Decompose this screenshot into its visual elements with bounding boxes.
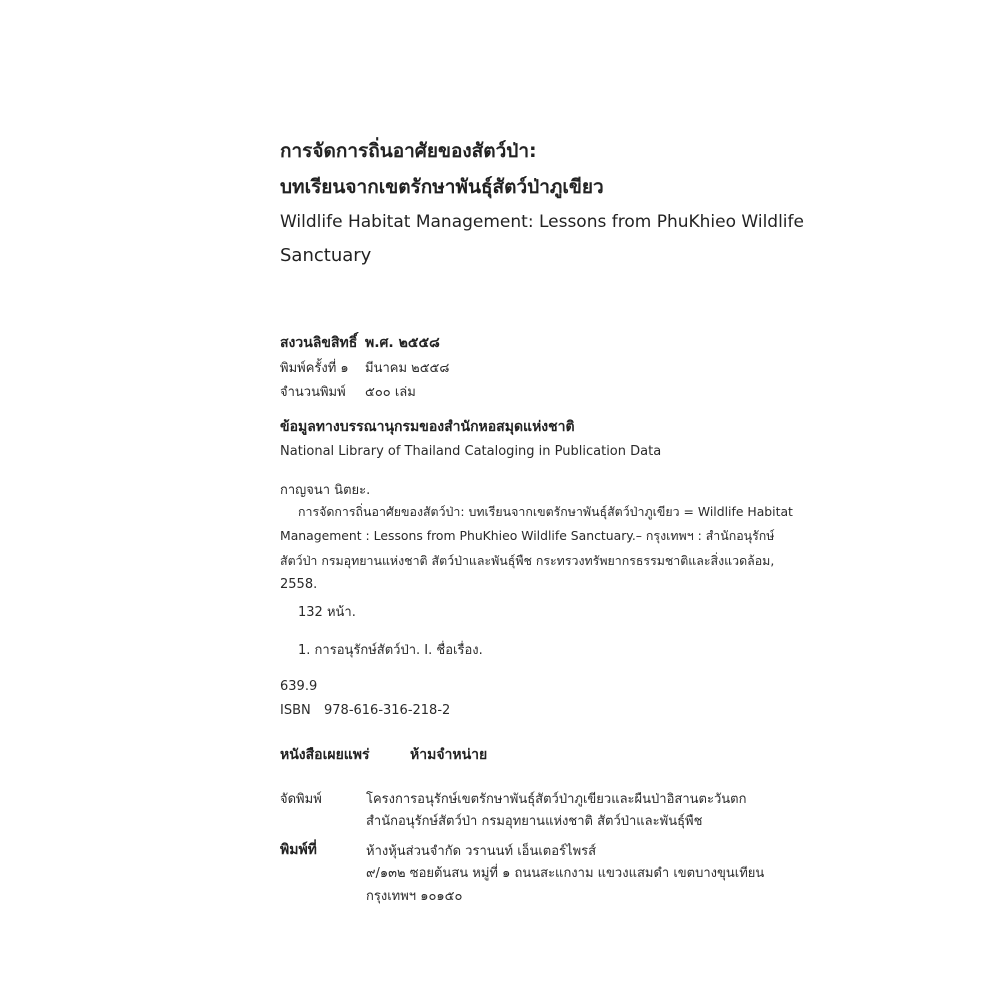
english-title-line2: Sanctuary bbox=[280, 245, 372, 266]
publisher-line1: โครงการอนุรักษ์เขตรักษาพันธุ์สัตว์ป่าภูเขียวและผืนป่าอิสานตะวันตก bbox=[366, 792, 747, 807]
english-title-line1: Wildlife Habitat Management: Lessons from PhuKhieo Wildlife bbox=[280, 212, 804, 232]
copyright-year: พ.ศ. ๒๕๕๘ bbox=[365, 335, 440, 351]
edition-date: มีนาคม ๒๕๕๘ bbox=[365, 361, 450, 376]
copies-value: ๕๐๐ เล่ม bbox=[365, 385, 416, 400]
cip-heading-thai: ข้อมูลทางบรรณานุกรมของสำนักหอสมุดแห่งชาติ bbox=[280, 419, 575, 435]
distribution-label: หนังสือเผยแพร่ bbox=[280, 747, 370, 763]
cip-author: กาญจนา นิตยะ. bbox=[280, 483, 371, 498]
isbn-label: ISBN bbox=[280, 703, 311, 718]
publisher-label: จัดพิมพ์ bbox=[280, 792, 322, 807]
cip-pages: 132 หน้า. bbox=[298, 605, 356, 620]
edition-label: พิมพ์ครั้งที่ ๑ bbox=[280, 361, 349, 376]
printer-label: พิมพ์ที่ bbox=[280, 842, 317, 858]
cip-subjects: 1. การอนุรักษ์สัตว์ป่า. I. ชื่อเรื่อง. bbox=[298, 643, 483, 658]
publisher-line2: สำนักอนุรักษ์สัตว์ป่า กรมอุทยานแห่งชาติ สัตว์ป่าและพันธุ์พืช bbox=[366, 814, 703, 829]
cip-heading-english: National Library of Thailand Cataloging in Publication Data bbox=[280, 444, 662, 459]
distribution-value: ห้ามจำหน่าย bbox=[410, 747, 488, 763]
printer-line2: ๙/๑๓๒ ซอยต้นสน หมู่ที่ ๑ ถนนสะแกงาม แขวงแสมดำ เขตบางขุนเทียน bbox=[366, 866, 765, 881]
cip-classification: 639.9 bbox=[280, 679, 318, 694]
thai-title-line2: บทเรียนจากเขตรักษาพันธุ์สัตว์ป่าภูเขียว bbox=[280, 176, 604, 198]
isbn-value: 978-616-316-218-2 bbox=[324, 703, 451, 718]
printer-line1: ห้างหุ้นส่วนจำกัด วรานนท์ เอ็นเตอร์ไพรส์ bbox=[366, 844, 597, 859]
cip-entry-line4: 2558. bbox=[280, 577, 318, 592]
thai-title-line1: การจัดการถิ่นอาศัยของสัตว์ป่า: bbox=[280, 140, 537, 162]
cip-entry-line3: สัตว์ป่า กรมอุทยานแห่งชาติ สัตว์ป่าและพันธุ์พืช กระทรวงทรัพยากรธรรมชาติและสิ่งแวดล้อม, bbox=[280, 553, 775, 568]
cip-entry-line2: Management : Lessons from PhuKhieo Wildlife Sanctuary.– กรุงเทพฯ : สำนักอนุรักษ์ bbox=[280, 528, 775, 543]
cip-entry-line1: การจัดการถิ่นอาศัยของสัตว์ป่า: บทเรียนจากเขตรักษาพันธุ์สัตว์ป่าภูเขียว = Wildlife Habitat bbox=[298, 504, 793, 519]
copies-label: จำนวนพิมพ์ bbox=[280, 385, 346, 400]
copyright-label: สงวนลิขสิทธิ์ bbox=[280, 335, 358, 351]
printer-line3: กรุงเทพฯ ๑๐๑๕๐ bbox=[366, 889, 463, 904]
